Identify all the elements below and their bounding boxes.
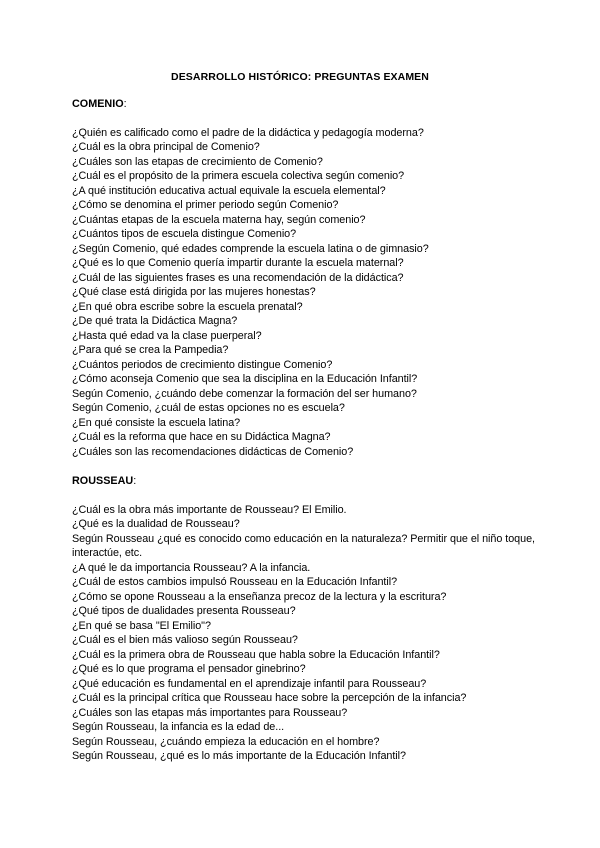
section-heading-rousseau-colon: : — [133, 475, 137, 487]
question-item: ¿Cuál de estos cambios impulsó Rousseau en la Educación Infantil? — [72, 576, 398, 588]
question-list-rousseau — [72, 503, 542, 764]
question-item: ¿En qué obra escribe sobre la escuela prenatal? — [72, 300, 303, 313]
question-item: ¿Cuántos periodos de crecimiento distingue Comenio? — [72, 358, 333, 371]
question-item: ¿Cuáles son las etapas de crecimiento de Comenio? — [72, 155, 323, 168]
question-item: ¿Qué es lo que programa el pensador ginebrino? — [72, 663, 306, 675]
section-rousseau — [72, 474, 542, 764]
question-item: Según Comenio, ¿cuál de estas opciones no es escuela? — [72, 402, 345, 414]
question-item: ¿En qué consiste la escuela latina? — [72, 416, 241, 429]
question-item: ¿Quién es calificado como el padre de la didáctica y pedagogía moderna? — [72, 126, 424, 139]
question-item: ¿Cuáles son las recomendaciones didácticas de Comenio? — [72, 445, 354, 458]
question-item: ¿A qué le da importancia Rousseau? A la infancia. — [72, 561, 311, 574]
question-item: Según Rousseau, ¿qué es lo más importante de la Educación Infantil? — [72, 750, 406, 762]
question-item: ¿Cuál es el propósito de la primera escuela colectiva según comenio? — [72, 170, 405, 182]
document-page — [72, 70, 542, 764]
question-item: ¿Cuál es el bien más valioso según Rousseau? — [72, 634, 298, 646]
question-item: ¿Qué clase está dirigida por las mujeres honestas? — [72, 286, 316, 298]
question-item: ¿Cuál es la primera obra de Rousseau que habla sobre la Educación Infantil? — [72, 648, 440, 661]
section-heading-rousseau — [72, 474, 542, 488]
question-item: ¿En qué se basa "El Emilio"? — [72, 619, 211, 632]
question-item: ¿Cómo aconseja Comenio que sea la disciplina en la Educación Infantil? — [72, 373, 418, 385]
question-item: Según Rousseau, ¿cuándo empieza la educación en el hombre? — [72, 735, 380, 748]
question-item: ¿Cuál de las siguientes frases es una recomendación de la didáctica? — [72, 271, 404, 284]
question-item: ¿De qué trata la Didáctica Magna? — [72, 315, 238, 327]
question-item: ¿Cuáles son las etapas más importantes para Rousseau? — [72, 706, 348, 719]
section-heading-comenio-label: COMENIO — [72, 98, 124, 110]
question-item: ¿Cómo se denomina el primer periodo según Comenio? — [72, 199, 339, 211]
question-item: ¿Cuál es la obra principal de Comenio? — [72, 141, 260, 153]
question-item: ¿Para qué se crea la Pampedia? — [72, 344, 229, 356]
question-item: ¿Cómo se opone Rousseau a la enseñanza precoz de la lectura y la escritura? — [72, 590, 447, 603]
question-list-comenio — [72, 126, 542, 460]
question-item: Según Comenio, ¿cuándo debe comenzar la formación del ser humano? — [72, 387, 417, 400]
question-item: ¿Qué tipos de dualidades presenta Rousseau? — [72, 605, 296, 617]
document-title: DESARROLLO HISTÓRICO: PREGUNTAS EXAMEN — [171, 71, 429, 83]
question-item: ¿Según Comenio, qué edades comprende la escuela latina o de gimnasio? — [72, 242, 429, 255]
question-item: ¿Cuántas etapas de la escuela materna hay, según comenio? — [72, 213, 366, 226]
question-item: ¿Cuál es la principal crítica que Rousseau hace sobre la percepción de la infancia? — [72, 692, 467, 704]
question-item: ¿Qué es lo que Comenio quería impartir durante la escuela maternal? — [72, 257, 404, 269]
question-item: ¿Qué educación es fundamental en el aprendizaje infantil para Rousseau? — [72, 677, 427, 690]
section-comenio — [72, 97, 542, 459]
section-heading-rousseau-label: ROUSSEAU — [72, 475, 134, 487]
question-item: Según Rousseau, la infancia es la edad de... — [72, 721, 285, 733]
section-heading-comenio — [72, 97, 542, 111]
question-item: ¿Hasta qué edad va la clase puerperal? — [72, 329, 262, 342]
question-item: ¿A qué institución educativa actual equivale la escuela elemental? — [72, 184, 386, 197]
question-item: ¿Cuál es la reforma que hace en su Didáctica Magna? — [72, 431, 331, 443]
question-item: ¿Cuántos tipos de escuela distingue Comenio? — [72, 228, 297, 240]
question-item: Según Rousseau ¿qué es conocido como educación en la naturaleza? Permitir que el niño toque, interactúe, etc. — [72, 532, 535, 559]
question-item: ¿Qué es la dualidad de Rousseau? — [72, 518, 240, 530]
question-item: ¿Cuál es la obra más importante de Rousseau? El Emilio. — [72, 503, 347, 516]
section-heading-comenio-colon: : — [123, 98, 127, 110]
